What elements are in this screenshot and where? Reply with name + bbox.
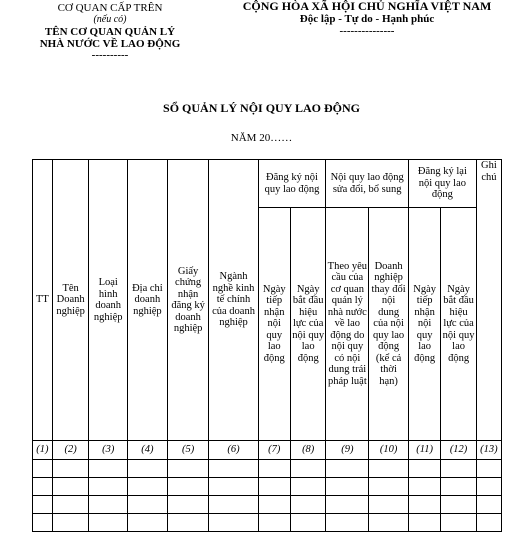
- blank-cell[interactable]: [33, 460, 53, 478]
- col-header-7: Ngày tiếp nhận nội quy lao động: [258, 208, 290, 441]
- blank-cell[interactable]: [209, 478, 258, 496]
- blank-cell[interactable]: [326, 478, 369, 496]
- blank-cell[interactable]: [33, 496, 53, 514]
- blank-cell[interactable]: [33, 478, 53, 496]
- blank-cell[interactable]: [408, 496, 440, 514]
- blank-cell[interactable]: [290, 478, 326, 496]
- blank-cell[interactable]: [258, 460, 290, 478]
- blank-cell[interactable]: [326, 496, 369, 514]
- blank-cell[interactable]: [408, 514, 440, 532]
- blank-cell[interactable]: [52, 514, 89, 532]
- superior-agency-label: CƠ QUAN CẤP TRÊN: [57, 2, 163, 14]
- blank-cell[interactable]: [128, 478, 168, 496]
- if-any-note: (nếu có): [93, 14, 127, 25]
- left-separator: ----------: [91, 49, 129, 61]
- blank-cell[interactable]: [52, 496, 89, 514]
- labor-rules-register-table: [32, 159, 502, 532]
- national-header: [222, 0, 512, 36]
- agency-name-line2: NHÀ NƯỚC VỀ LAO ĐỘNG: [39, 38, 181, 50]
- blank-cell[interactable]: [290, 496, 326, 514]
- blank-cell[interactable]: [128, 460, 168, 478]
- document-title: SỔ QUẢN LÝ NỘI QUY LAO ĐỘNG: [163, 101, 360, 115]
- document-year: NĂM 20……: [230, 132, 293, 144]
- blank-cell[interactable]: [128, 514, 168, 532]
- col-header-5: Giấy chứng nhận đăng ký doanh nghiệp: [167, 160, 209, 441]
- blank-cell[interactable]: [408, 478, 440, 496]
- col-number: (8): [290, 441, 326, 460]
- blank-cell[interactable]: [290, 514, 326, 532]
- col-header-13: Ghi chú: [476, 160, 501, 441]
- blank-cell[interactable]: [89, 514, 128, 532]
- blank-cell[interactable]: [89, 460, 128, 478]
- col-number: (7): [258, 441, 290, 460]
- col-number: (4): [128, 441, 168, 460]
- col-number: (6): [209, 441, 258, 460]
- blank-cell[interactable]: [209, 460, 258, 478]
- blank-cell[interactable]: [167, 478, 209, 496]
- col-number: (12): [441, 441, 477, 460]
- blank-cell[interactable]: [441, 460, 477, 478]
- blank-cell[interactable]: [369, 460, 409, 478]
- group-header-registration: Đăng ký nội quy lao động: [258, 160, 326, 208]
- blank-cell[interactable]: [408, 460, 440, 478]
- blank-row: [33, 460, 502, 478]
- blank-cell[interactable]: [441, 478, 477, 496]
- blank-cell[interactable]: [258, 496, 290, 514]
- blank-cell[interactable]: [209, 496, 258, 514]
- col-number: (11): [408, 441, 440, 460]
- blank-cell[interactable]: [369, 478, 409, 496]
- col-header-12: Ngày bắt đầu hiệu lực của nội quy lao động: [441, 208, 477, 441]
- col-number: (3): [89, 441, 128, 460]
- col-number: (2): [52, 441, 89, 460]
- blank-cell[interactable]: [476, 514, 501, 532]
- col-header-8: Ngày bắt đầu hiệu lực của nội quy lao động: [290, 208, 326, 441]
- blank-row: [33, 478, 502, 496]
- col-header-6: Ngành nghề kinh tế chính của doanh nghiệp: [209, 160, 258, 441]
- blank-cell[interactable]: [326, 514, 369, 532]
- right-separator: ---------------: [339, 25, 395, 37]
- issuing-agency-header: [10, 2, 210, 60]
- blank-cell[interactable]: [476, 460, 501, 478]
- blank-cell[interactable]: [167, 496, 209, 514]
- blank-cell[interactable]: [33, 514, 53, 532]
- group-header-amended: Nội quy lao động sửa đổi, bổ sung: [326, 160, 409, 208]
- blank-row: [33, 514, 502, 532]
- blank-cell[interactable]: [167, 460, 209, 478]
- col-header-2: Tên Doanh nghiệp: [52, 160, 89, 441]
- blank-cell[interactable]: [258, 514, 290, 532]
- blank-cell[interactable]: [89, 478, 128, 496]
- group-header-reregistration: Đăng ký lại nội quy lao động: [408, 160, 476, 208]
- blank-row: [33, 496, 502, 514]
- blank-cell[interactable]: [52, 478, 89, 496]
- blank-cell[interactable]: [369, 514, 409, 532]
- col-number: (13): [476, 441, 501, 460]
- agency-name-line1: TÊN CƠ QUAN QUẢN LÝ: [44, 26, 176, 38]
- blank-cell[interactable]: [476, 496, 501, 514]
- col-header-3: Loại hình doanh nghiệp: [89, 160, 128, 441]
- blank-cell[interactable]: [167, 514, 209, 532]
- col-header-9: Theo yêu cầu của cơ quan quản lý nhà nước về lao động do nội quy có nội dung trái pháp luật: [326, 208, 369, 441]
- country-name: CỘNG HÒA XÃ HỘI CHỦ NGHĨA VIỆT NAM: [242, 0, 492, 13]
- blank-cell[interactable]: [52, 460, 89, 478]
- col-header-4: Địa chỉ doanh nghiệp: [128, 160, 168, 441]
- national-motto: Độc lập - Tự do - Hạnh phúc: [299, 13, 435, 25]
- blank-cell[interactable]: [441, 496, 477, 514]
- col-number: (5): [167, 441, 209, 460]
- col-header-1: TT: [33, 160, 53, 441]
- blank-cell[interactable]: [441, 514, 477, 532]
- blank-cell[interactable]: [258, 478, 290, 496]
- blank-cell[interactable]: [369, 496, 409, 514]
- blank-cell[interactable]: [89, 496, 128, 514]
- blank-cell[interactable]: [209, 514, 258, 532]
- col-number: (10): [369, 441, 409, 460]
- blank-cell[interactable]: [326, 460, 369, 478]
- blank-cell[interactable]: [290, 460, 326, 478]
- col-header-10: Doanh nghiệp thay đổi nội dung của nội quy lao động (kể cả thời hạn): [369, 208, 409, 441]
- col-number: (1): [33, 441, 53, 460]
- blank-cell[interactable]: [128, 496, 168, 514]
- col-header-11: Ngày tiếp nhận nội quy lao động: [408, 208, 440, 441]
- blank-cell[interactable]: [476, 478, 501, 496]
- column-number-row: [33, 441, 502, 460]
- col-number: (9): [326, 441, 369, 460]
